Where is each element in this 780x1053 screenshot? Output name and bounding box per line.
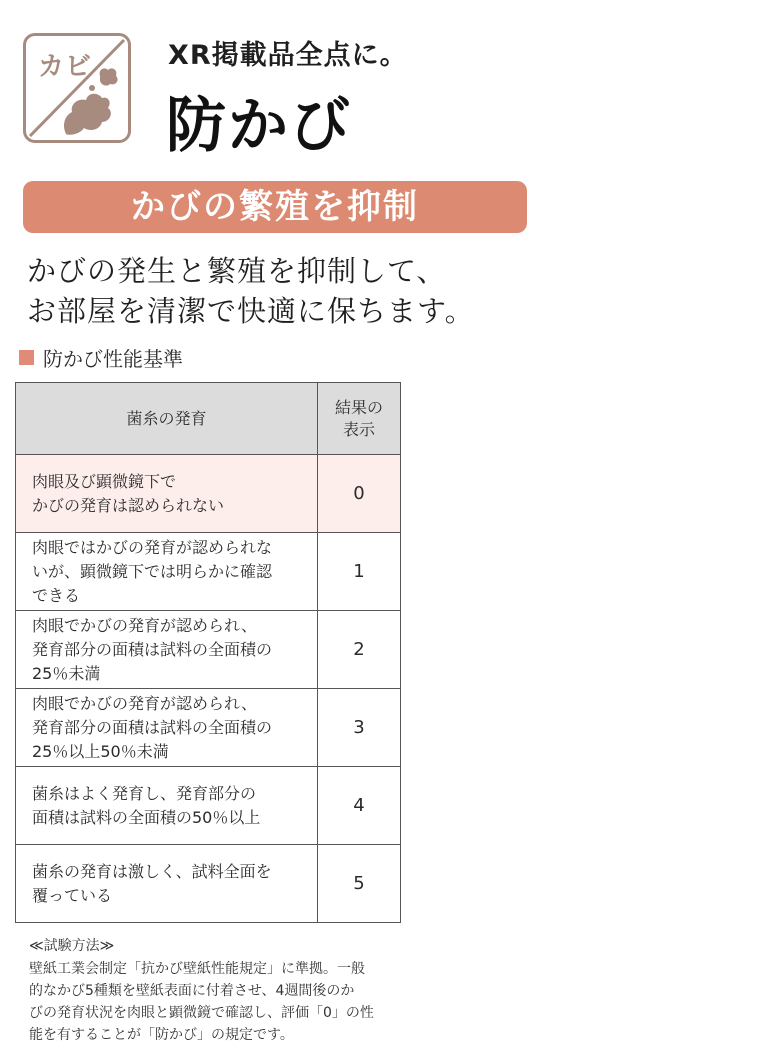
growth-cell: 肉眼でかびの発育が認められ、 発育部分の面積は試料の全面積の 25％未満 [16, 611, 318, 689]
banner: かびの繁殖を抑制 [23, 181, 527, 233]
performance-table [15, 382, 401, 923]
result-cell: 3 [318, 689, 401, 767]
header-growth: 菌糸の発育 [16, 383, 318, 455]
growth-cell: 菌糸の発育は激しく、試料全面を 覆っている [16, 845, 318, 923]
result-cell: 5 [318, 845, 401, 923]
section-heading [19, 343, 183, 372]
test-method-line: 壁紙工業会制定「抗かび壁紙性能規定」に準拠。一般 [29, 961, 365, 977]
test-method [29, 935, 374, 1046]
growth-cell: 肉眼及び顕微鏡下で かびの発育は認められない [16, 455, 318, 533]
table-row [16, 689, 401, 767]
result-cell: 4 [318, 767, 401, 845]
square-bullet-icon [19, 350, 34, 365]
description-line-1: かびの発生と繁殖を抑制して、 [27, 254, 447, 288]
test-method-line: びの発育状況を肉眼と顕微鏡で確認し、評価「0」の性 [29, 1005, 374, 1021]
icon-label: カビ [38, 52, 93, 82]
growth-cell: 菌糸はよく発育し、発育部分の 面積は試料の全面積の50％以上 [16, 767, 318, 845]
table-row [16, 845, 401, 923]
table-row [16, 533, 401, 611]
subtitle: XR掲載品全点に。 [168, 40, 408, 71]
header-result-label: 結果の 表示 [334, 397, 383, 439]
description-line-2: お部屋を清潔で快適に保ちます。 [27, 294, 475, 328]
result-cell: 1 [318, 533, 401, 611]
table-header-row [16, 383, 401, 455]
growth-cell: 肉眼でかびの発育が認められ、 発育部分の面積は試料の全面積の 25％以上50％未満 [16, 689, 318, 767]
test-method-line: 能を有することが「防かび」の規定です。 [29, 1027, 294, 1043]
table-row [16, 611, 401, 689]
result-cell: 0 [318, 455, 401, 533]
table-row [16, 767, 401, 845]
page-title: 防かび [166, 91, 352, 161]
section-title: 防かび性能基準 [43, 347, 183, 371]
test-method-title: ≪試験方法≫ [29, 938, 115, 954]
table-row [16, 455, 401, 533]
result-cell: 2 [318, 611, 401, 689]
mold-prohibited-icon [23, 33, 131, 143]
description [27, 251, 475, 331]
header-result [318, 383, 401, 455]
test-method-line: 的なかび5種類を壁紙表面に付着させ、4週間後のか [29, 983, 355, 999]
growth-cell: 肉眼ではかびの発育が認められな いが、顕微鏡下では明らかに確認 できる [16, 533, 318, 611]
